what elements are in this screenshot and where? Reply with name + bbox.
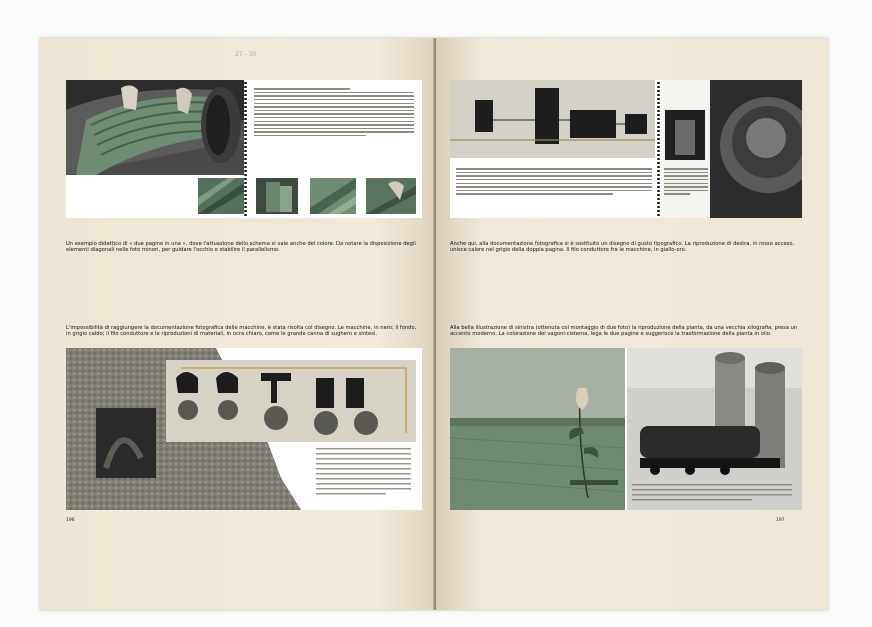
landscape-tanks-photo (450, 348, 802, 510)
small-photo-3 (310, 178, 356, 214)
left-top-text-column (254, 86, 414, 139)
left-top-layout (66, 80, 422, 218)
machine-diagram (66, 348, 422, 510)
factory-diagram (450, 80, 802, 218)
pencil-annotation: 27 - 30 (235, 51, 257, 58)
spiral-binding (244, 82, 247, 218)
left-top-caption: Un esempio didattico di « due pagine in una », dove l'attuazione dello schema si vale anche del colore. Da notare la disposizione degli elementi diagonali nelle foto minori, per guidare l'occhio e stabilire il parallelismo. (66, 241, 416, 254)
right-bottom-caption: Alla bella illustrazione di sinistra (ottenuta col montaggio di due foto) la riproduzione della pianta, da una vecchia xilografia, presa un accento moderno. La colorazione dei vagoni-cisterna, lega le due pagine e suggerisce la trasformazione della pianta in olio. (450, 325, 798, 338)
spiral-binding-right (657, 82, 660, 218)
machine-diagram-layout (66, 348, 422, 510)
landscape-and-tanks-layout (450, 348, 802, 510)
right-top-layout (450, 80, 802, 218)
right-narrow-text-column (664, 166, 708, 197)
right-top-text-column (456, 166, 652, 197)
right-page (436, 38, 828, 610)
right-top-caption: Anche qui, alla documentazione fotografica si è sostituito un disegno di gusto tipografico. La riproduzione di destra, in rosso acceso, unisce calore nel grigio della doppia pagina. Il filo conduttore fra le macchine, in giallo-oro. (450, 241, 795, 254)
right-page-number: 197 (776, 518, 785, 523)
small-photo-1 (198, 178, 244, 214)
left-bottom-caption: L'impossibilità di raggiungere la documentazione fotografica delle macchine, è stata risolta col disegno. Le macchine, in nero; il fondo, in grigio caldo; il filo conduttore e le riproduzioni di materiali, in ocra chiaro, come le grande canna di sughero e sintesi. (66, 325, 417, 338)
small-photo-4 (366, 178, 416, 214)
open-book (40, 38, 840, 610)
roller-photo (66, 80, 244, 175)
left-page-number: 196 (66, 518, 75, 523)
small-photo-2 (256, 178, 298, 214)
left-page (40, 38, 436, 610)
